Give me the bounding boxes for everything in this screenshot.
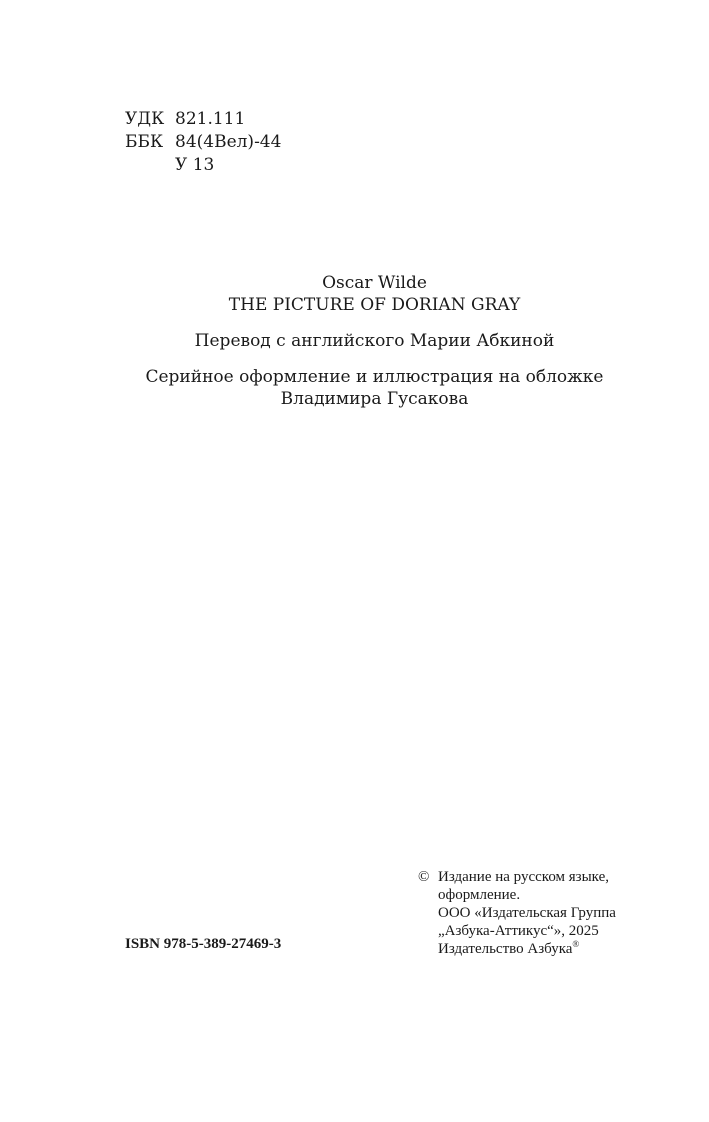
design-credit-line-1: Серийное оформление и иллюстрация на обложке (145, 367, 604, 387)
author-mark-row (125, 154, 281, 177)
translation-credit: Перевод с английского Марии Абкиной (194, 331, 555, 351)
design-credit-line-2: Владимира Гусакова (280, 389, 469, 409)
publisher-name: Издательство Азбука (438, 941, 573, 957)
bbk-row (125, 131, 281, 154)
classification-codes (125, 108, 281, 177)
publisher-line (438, 940, 616, 958)
copyright-line: оформление. (438, 887, 521, 903)
bbk-label: ББК (125, 132, 164, 152)
original-title: THE PICTURE OF DORIAN GRAY (228, 295, 521, 315)
copyright-line: „Азбука-Аттикус“», 2025 (438, 923, 599, 939)
udk-label: УДК (125, 109, 165, 129)
isbn: ISBN 978-5-389-27469-3 (125, 936, 282, 952)
bbk-value: 84(4Вел)-44 (175, 132, 282, 152)
copyright-symbol: © (418, 869, 430, 885)
author-mark: У 13 (175, 155, 215, 175)
udk-value: 821.111 (175, 109, 246, 129)
udk-row (125, 108, 281, 131)
title-block (0, 272, 709, 410)
copyright-line: ООО «Издательская Группа (438, 905, 616, 921)
copyright-notice (418, 868, 658, 958)
registered-trademark-icon: ® (572, 939, 580, 949)
copyright-lines (438, 868, 616, 958)
copyright-line: Издание на русском языке, (438, 869, 609, 885)
original-author: Oscar Wilde (322, 273, 427, 293)
